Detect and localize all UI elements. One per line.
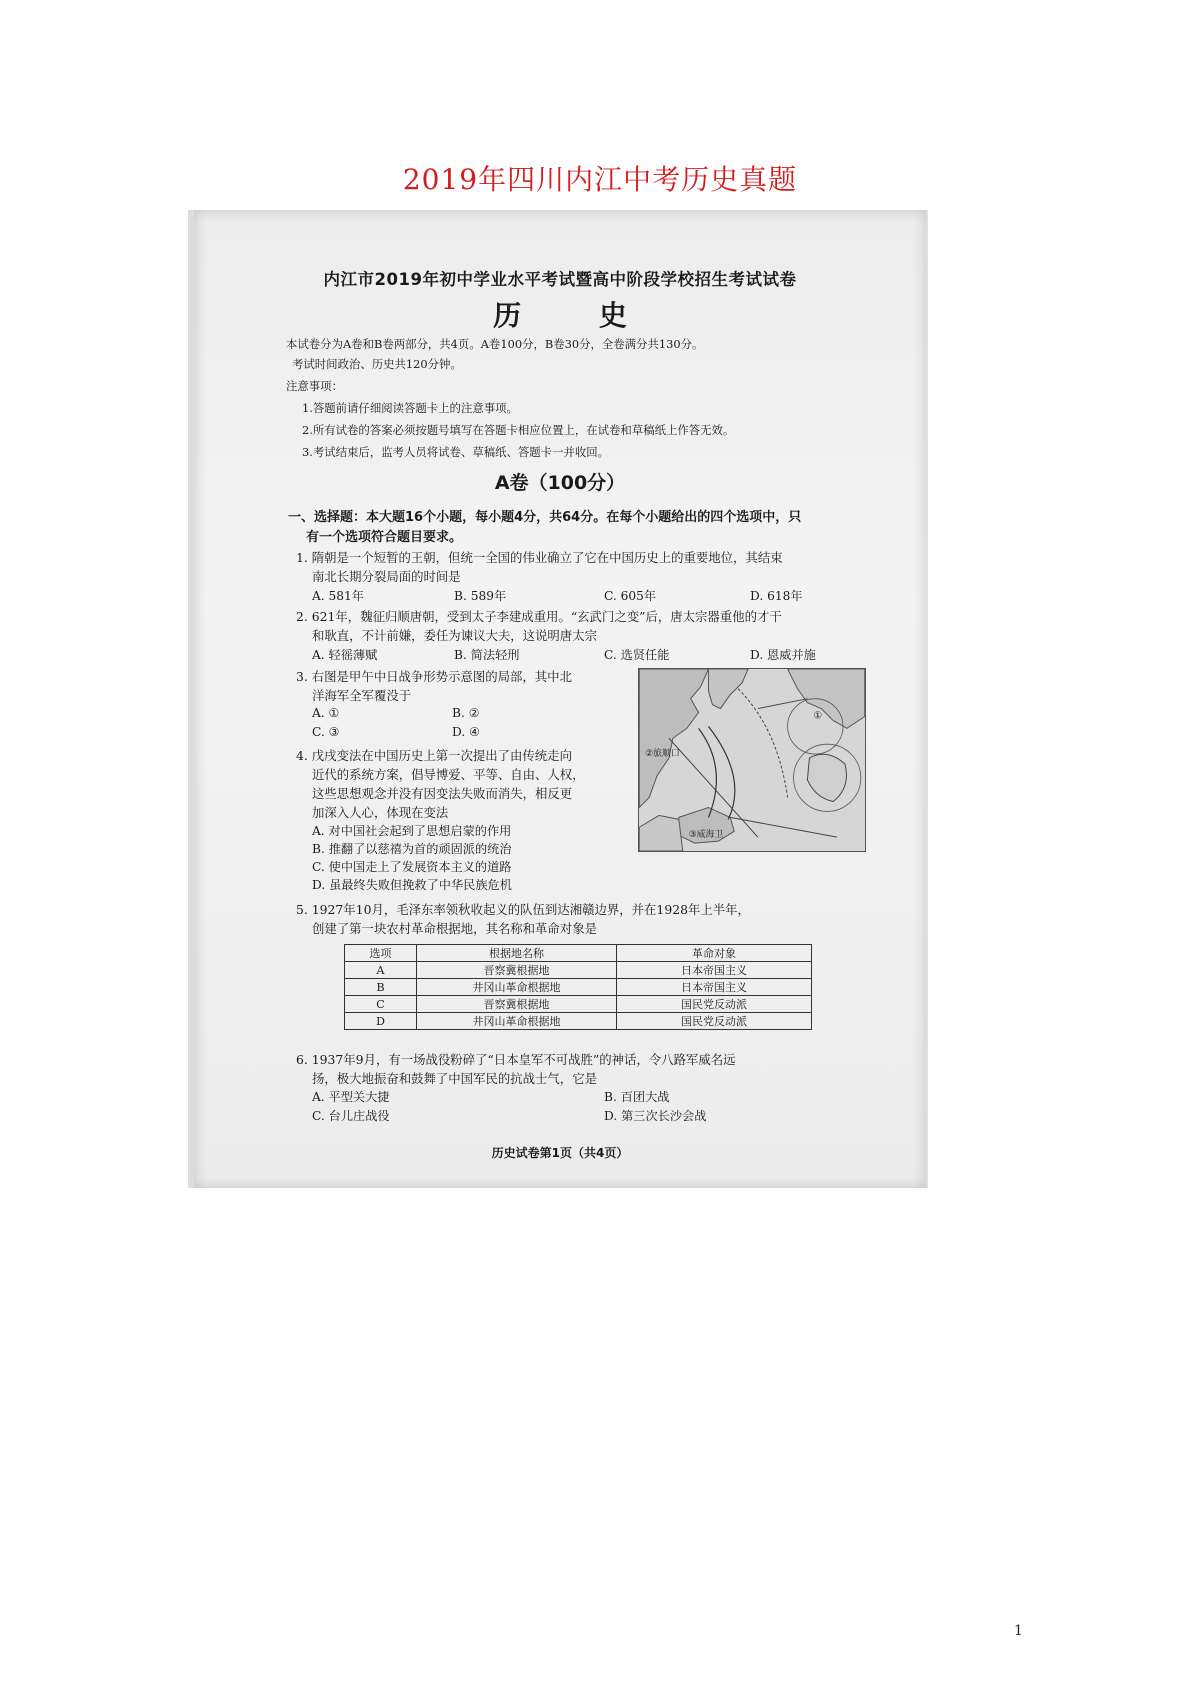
table-cell: 晋察冀根据地 [417,962,617,979]
question-3-option-d: D. ④ [452,725,481,739]
question-6-option-b: B. 百团大战 [604,1090,670,1104]
table-cell: 井冈山革命根据地 [417,1013,617,1030]
question-3-option-c: C. ③ [312,725,340,739]
section-a-title: A卷（100分） [494,472,626,494]
map-label-3: ③威海卫 [688,830,724,841]
table-header-cell: 革命对象 [617,945,812,962]
question-4-text: 4. 戊戌变法在中国历史上第一次提出了由传统走向 [296,748,572,763]
question-2-text-cont: 和耿直，不计前嫌，委任为谏议大夫，这说明唐太宗 [312,628,597,643]
table-header-row [345,945,812,962]
section-1-instructions-cont: 有一个选项符合题目要求。 [306,530,463,545]
table-header-cell: 根据地名称 [417,945,617,962]
question-5-table [344,944,812,1030]
question-3-option-a: A. ① [312,706,340,720]
scanned-exam-page [188,210,928,1188]
question-5-text-cont: 创建了第一块农村革命根据地，其名称和革命对象是 [312,921,597,936]
question-3-text: 3. 右图是甲午中日战争形势示意图的局部，其中北 [296,669,572,684]
notice-item: 1.答题前请仔细阅读答题卡上的注意事项。 [302,401,518,415]
question-3-text-cont: 洋海军全军覆没于 [312,688,412,703]
question-6-text-cont: 扬，极大地振奋和鼓舞了中国军民的抗战士气，它是 [312,1071,597,1086]
question-4-text-cont: 这些思想观念并没有因变法失败而消失，相反更 [312,786,573,801]
page-title: 2019年四川内江中考历史真题 [402,163,798,196]
question-3-option-b: B. ② [452,706,480,720]
table-row [345,962,812,979]
map-illustration [639,669,865,851]
table-cell: A [345,962,417,979]
notice-item: 3.考试结束后，监考人员将试卷、草稿纸、答题卡一并收回。 [302,445,610,459]
question-2-option-b: B. 简法轻刑 [454,648,520,662]
question-4-text-cont: 近代的系统方案，倡导博爱、平等、自由、人权， [312,767,585,782]
sino-japanese-war-map [638,668,866,852]
notice-title: 注意事项： [286,379,343,393]
table-cell: C [345,996,417,1013]
table-cell: 国民党反动派 [617,1013,812,1030]
question-2-option-a: A. 轻徭薄赋 [312,648,378,662]
question-1-text: 1. 隋朝是一个短暂的王朝，但统一全国的伟业确立了它在中国历史上的重要地位，其结束 [296,550,783,565]
question-4-option-c: C. 使中国走上了发展资本主义的道路 [312,860,512,874]
question-6-option-a: A. 平型关大捷 [312,1090,390,1104]
question-1-option-c: C. 605年 [604,589,657,603]
question-1-text-cont: 南北长期分裂局面的时间是 [312,569,461,584]
question-2-option-c: C. 选贤任能 [604,648,670,662]
table-cell: 日本帝国主义 [617,979,812,996]
question-1-option-a: A. 581年 [312,589,364,603]
table-row [345,1013,812,1030]
table-cell: 日本帝国主义 [617,962,812,979]
table-cell: 井冈山革命根据地 [417,979,617,996]
question-2-option-d: D. 恩威并施 [750,648,816,662]
section-1-instructions: 一、选择题：本大题16个小题，每小题4分，共64分。在每个小题给出的四个选项中，只 [288,510,802,525]
question-4-option-a: A. 对中国社会起到了思想启蒙的作用 [312,824,512,838]
question-6-text: 6. 1937年9月，有一场战役粉碎了“日本皇军不可战胜”的神话，令八路军威名远 [296,1052,736,1067]
question-4-option-b: B. 推翻了以慈禧为首的顽固派的统治 [312,842,512,856]
question-4-text-cont: 加深入人心，体现在变法 [312,805,449,820]
map-label-1: ① [813,710,823,722]
table-row [345,996,812,1013]
question-4-option-d: D. 虽最终失败但挽救了中华民族危机 [312,878,512,892]
table-cell: 国民党反动派 [617,996,812,1013]
question-6-option-d: D. 第三次长沙会战 [604,1109,707,1123]
notice-item: 2.所有试卷的答案必须按题号填写在答题卡相应位置上，在试卷和草稿纸上作答无效。 [302,423,735,437]
table-cell: D [345,1013,417,1030]
question-1-option-d: D. 618年 [750,589,803,603]
exam-subject: 历 史 [493,299,661,332]
exam-intro-line-1: 本试卷分为A卷和B卷两部分，共4页。A卷100分，B卷30分，全卷满分共130分。 [286,337,704,351]
exam-header: 内江市2019年初中学业水平考试暨高中阶段学校招生考试试卷 [323,270,797,289]
map-label-2: ②旅顺口 [645,749,680,760]
table-row [345,979,812,996]
question-6-option-c: C. 台儿庄战役 [312,1109,390,1123]
question-5-text: 5. 1927年10月，毛泽东率领秋收起义的队伍到达湘赣边界，并在1928年上半年， [296,902,750,917]
table-cell: 晋察冀根据地 [417,996,617,1013]
table-cell: B [345,979,417,996]
question-2-text: 2. 621年，魏征归顺唐朝，受到太子李建成重用。“玄武门之变”后，唐太宗器重他的才干 [296,609,782,624]
exam-intro-line-2: 考试时间政治、历史共120分钟。 [292,357,462,371]
table-header-cell: 选项 [345,945,417,962]
question-1-option-b: B. 589年 [454,589,507,603]
exam-page-footer: 历史试卷第1页（共4页） [491,1146,629,1160]
page-number: 1 [1014,1623,1023,1639]
